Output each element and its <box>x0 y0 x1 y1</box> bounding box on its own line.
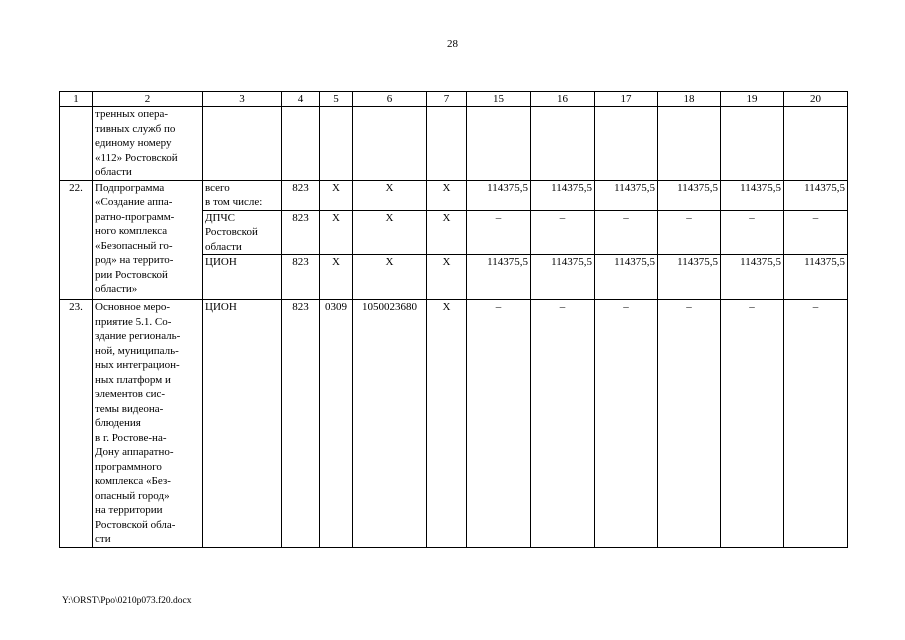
code-cell: Х <box>353 255 427 300</box>
value-cell: 114375,5 <box>595 180 658 210</box>
table-row-22-total <box>60 180 848 210</box>
value-cell: – <box>531 300 595 548</box>
value-cell: – <box>658 210 721 255</box>
code-cell: Х <box>427 180 467 210</box>
value-cell: 114375,5 <box>658 180 721 210</box>
value-cell: 114375,5 <box>721 255 784 300</box>
value-cell: 114375,5 <box>531 255 595 300</box>
header-cell: 6 <box>353 92 427 107</box>
footer-file-path: Y:\ORST\Ppo\0210p073.f20.docx <box>62 596 192 606</box>
value-cell: – <box>467 210 531 255</box>
value-cell: 114375,5 <box>784 255 848 300</box>
code-cell: 823 <box>282 180 320 210</box>
budget-table <box>59 91 848 548</box>
value-cell: – <box>721 300 784 548</box>
value-cell: – <box>658 300 721 548</box>
header-cell: 16 <box>531 92 595 107</box>
value-cell: – <box>784 300 848 548</box>
value-cell: 114375,5 <box>658 255 721 300</box>
code-cell: 823 <box>282 255 320 300</box>
code-cell: 1050023680 <box>353 300 427 548</box>
value-cell: 114375,5 <box>467 180 531 210</box>
header-cell: 2 <box>93 92 203 107</box>
program-name-cell: Основное меро- приятие 5.1. Со- здание региональ- ной, муниципаль- ных интеграцион- ных платформ и элементов сис- темы видеона- блюдения в г. Ростове-на- Дону аппаратно- программного комплекса «Без- опасный город» на территории Ростовской обла- сти <box>93 300 203 548</box>
code-cell: Х <box>320 180 353 210</box>
cell <box>721 107 784 181</box>
header-cell: 3 <box>203 92 282 107</box>
code-cell: Х <box>427 255 467 300</box>
code-cell: Х <box>427 300 467 548</box>
header-cell: 1 <box>60 92 93 107</box>
executor-cell: ДПЧС Ростовской области <box>203 210 282 255</box>
executor-cell <box>203 107 282 181</box>
value-cell: – <box>595 210 658 255</box>
cell <box>595 107 658 181</box>
header-cell: 19 <box>721 92 784 107</box>
code-cell: 823 <box>282 210 320 255</box>
cell <box>531 107 595 181</box>
cell <box>320 107 353 181</box>
header-cell: 18 <box>658 92 721 107</box>
header-cell: 7 <box>427 92 467 107</box>
code-cell: Х <box>320 255 353 300</box>
value-cell: 114375,5 <box>784 180 848 210</box>
code-cell: Х <box>353 210 427 255</box>
table-row-23 <box>60 300 848 548</box>
value-cell: 114375,5 <box>721 180 784 210</box>
value-cell: 114375,5 <box>467 255 531 300</box>
row-number-cell: 22. <box>60 180 93 300</box>
header-cell: 15 <box>467 92 531 107</box>
code-cell: Х <box>427 210 467 255</box>
executor-cell: ЦИОН <box>203 255 282 300</box>
header-cell: 17 <box>595 92 658 107</box>
cell <box>353 107 427 181</box>
table-header-row <box>60 92 848 107</box>
code-cell: 823 <box>282 300 320 548</box>
code-cell: Х <box>353 180 427 210</box>
cell <box>467 107 531 181</box>
table-row-continuation <box>60 107 848 181</box>
value-cell: – <box>721 210 784 255</box>
cell <box>427 107 467 181</box>
value-cell: 114375,5 <box>531 180 595 210</box>
value-cell: 114375,5 <box>595 255 658 300</box>
header-cell: 20 <box>784 92 848 107</box>
program-name-cell: тренных опера- тивных служб по единому номеру «112» Ростовской области <box>93 107 203 181</box>
page-number: 28 <box>447 38 458 50</box>
code-cell: Х <box>320 210 353 255</box>
cell <box>658 107 721 181</box>
header-cell: 5 <box>320 92 353 107</box>
row-number-cell: 23. <box>60 300 93 548</box>
executor-cell: всего в том числе: <box>203 180 282 210</box>
value-cell: – <box>467 300 531 548</box>
cell <box>282 107 320 181</box>
header-cell: 4 <box>282 92 320 107</box>
value-cell: – <box>784 210 848 255</box>
cell <box>784 107 848 181</box>
value-cell: – <box>531 210 595 255</box>
program-name-cell: Подпрограмма «Создание аппа- ратно-программ- ного комплекса «Безопасный го- род» на террито- рии Ростовской области» <box>93 180 203 300</box>
value-cell: – <box>595 300 658 548</box>
code-cell: 0309 <box>320 300 353 548</box>
executor-cell: ЦИОН <box>203 300 282 548</box>
row-number-cell <box>60 107 93 181</box>
